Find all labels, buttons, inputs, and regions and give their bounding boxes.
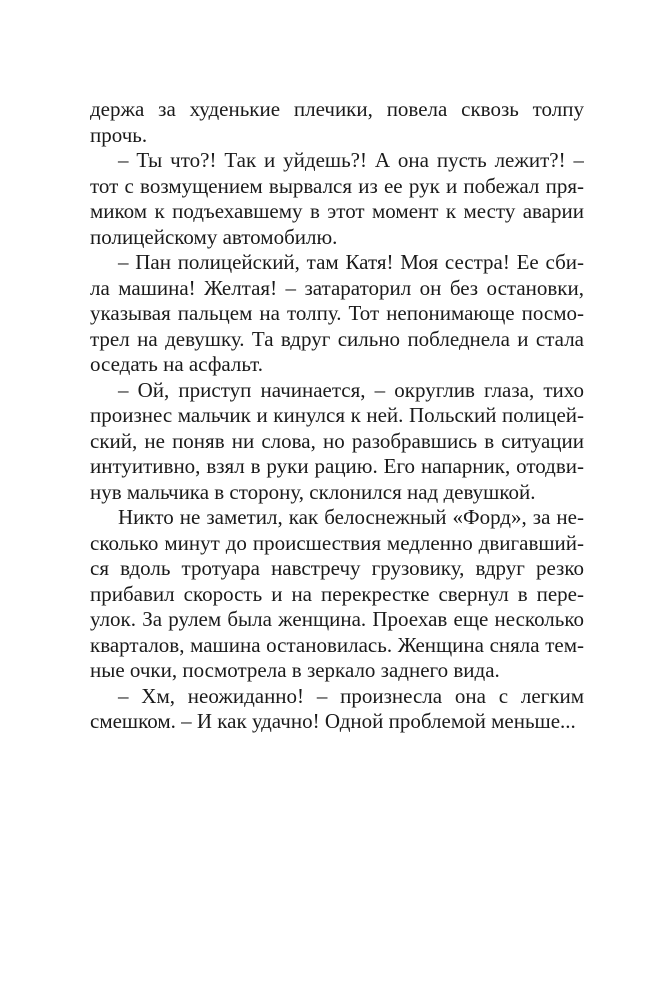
text-line: – Хм, неожиданно! – произнесла она с легким bbox=[118, 683, 584, 708]
text-line: сколько минут до происшествия медленно двигавший- bbox=[90, 530, 584, 555]
text-line: нув мальчика в сторону, склонился над девушкой. bbox=[90, 479, 536, 504]
text-line: – Пан полицейский, там Катя! Моя сестра! Ее сби- bbox=[118, 250, 584, 274]
text-line: кварталов, машина остановилась. Женщина сняла тем- bbox=[90, 632, 584, 657]
text-line: прибавил скорость и на перекрестке свернул в пере- bbox=[90, 581, 584, 606]
text-line: тот с возмущением вырвался из ее рук и побежал пря- bbox=[90, 173, 584, 198]
page-text bbox=[90, 97, 584, 735]
text-line: интуитивно, взял в руки рацию. Его напарник, отодви- bbox=[90, 454, 584, 478]
text-line: ные очки, посмотрела в зеркало заднего вида. bbox=[90, 658, 500, 682]
text-line: оседать на асфальт. bbox=[90, 352, 264, 376]
text-line: смешком. – И как удачно! Одной проблемой меньше... bbox=[90, 709, 576, 733]
text-line: указывая пальцем на толпу. Тот непонимающе посмо- bbox=[90, 301, 584, 325]
text-line: произнес мальчик и кинулся к ней. Польский полицей- bbox=[90, 403, 584, 427]
text-line: трел на девушку. Та вдруг сильно побледнела и стала bbox=[90, 326, 584, 351]
text-line: держа за худенькие плечики, повела сквозь толпу bbox=[90, 97, 584, 121]
text-line: полицейскому автомобилю. bbox=[90, 224, 338, 249]
text-line: миком к подъехавшему в этот момент к месту аварии bbox=[90, 199, 584, 223]
text-line: – Ой, приступ начинается, – округлив глаза, тихо bbox=[118, 377, 584, 402]
text-line: ский, не поняв ни слова, но разобравшись в ситуации bbox=[90, 428, 584, 453]
text-line: – Ты что?! Так и уйдешь?! А она пусть лежит?! – bbox=[118, 148, 584, 172]
text-line: ла машина! Желтая! – затараторил он без остановки, bbox=[90, 275, 584, 300]
text-line: прочь. bbox=[90, 122, 148, 147]
text-line: улок. За рулем была женщина. Проехав еще несколько bbox=[90, 607, 584, 631]
text-line: Никто не заметил, как белоснежный «Форд», за не- bbox=[118, 505, 584, 529]
text-line: ся вдоль тротуара навстречу грузовику, вдруг резко bbox=[90, 556, 584, 580]
